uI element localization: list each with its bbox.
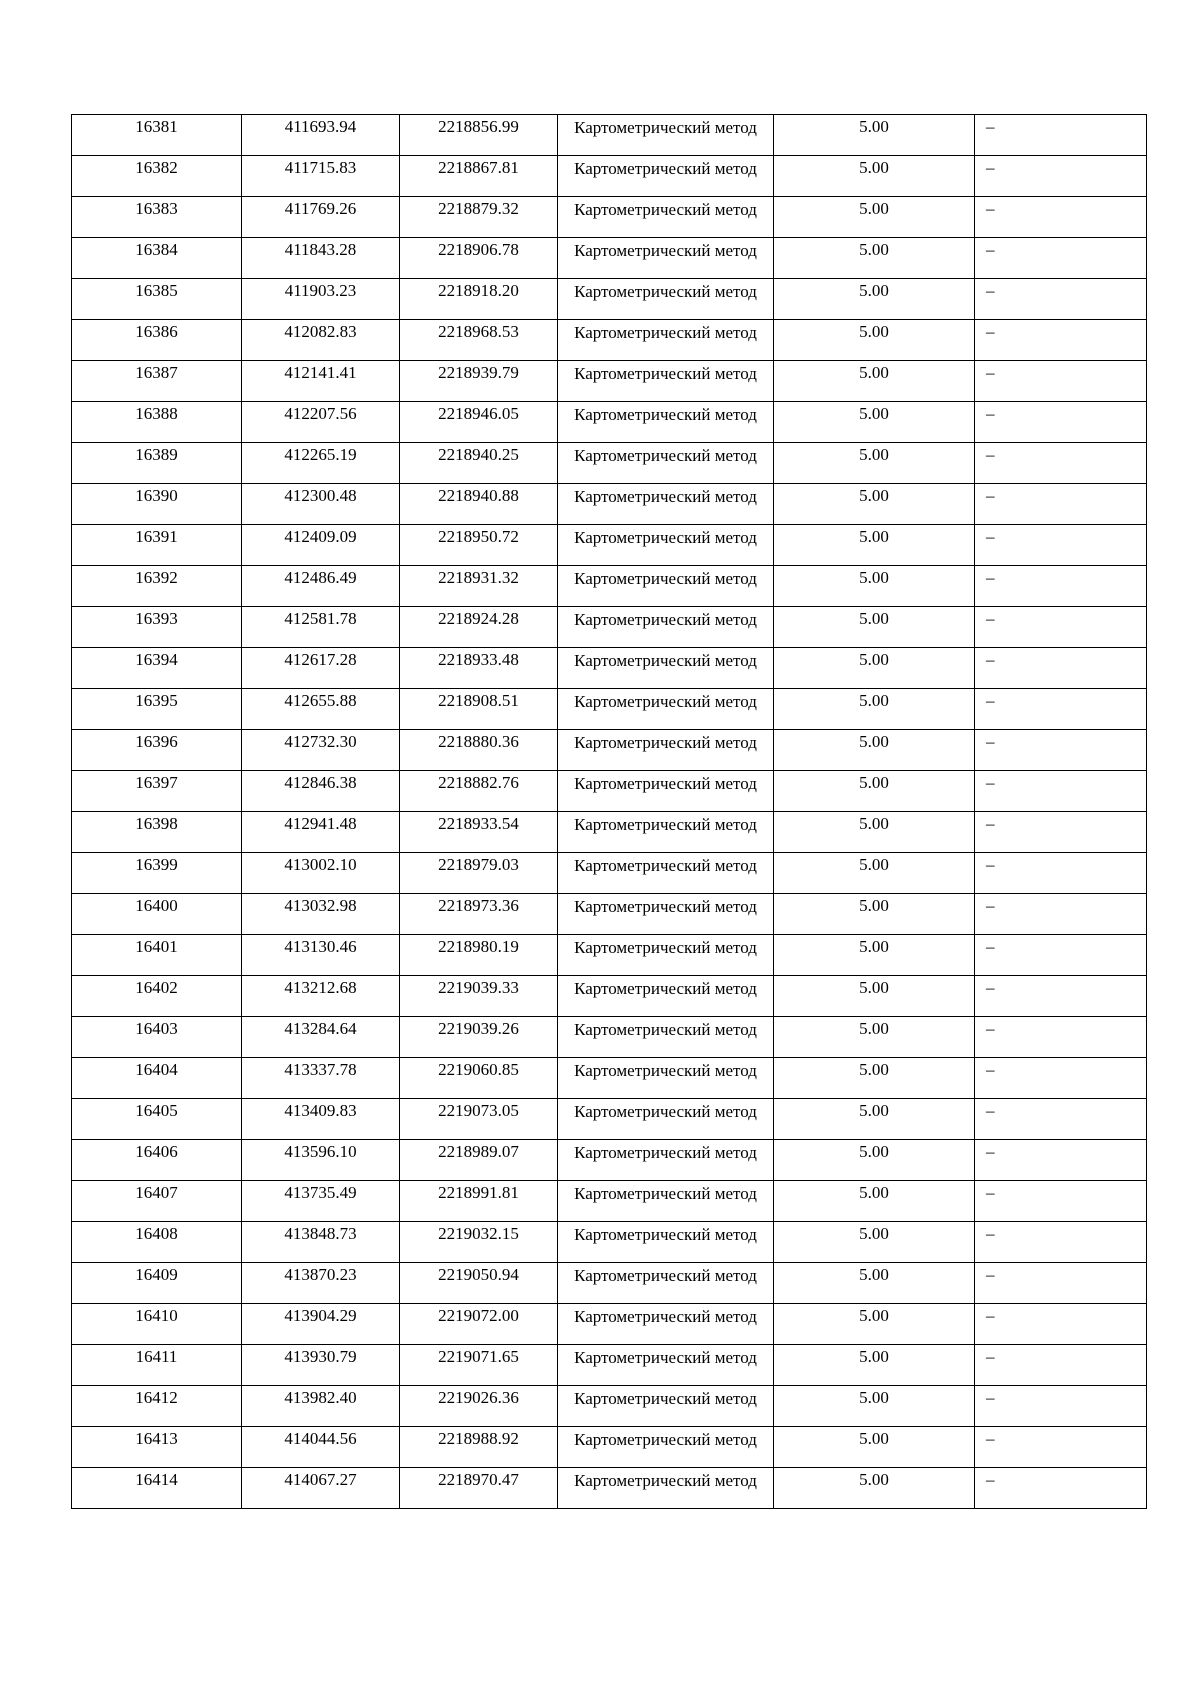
method-cell: Картометрический метод bbox=[558, 1345, 774, 1386]
table-row bbox=[72, 853, 1147, 894]
y-coordinate-cell: 2219072.00 bbox=[400, 1304, 558, 1345]
x-coordinate-cell: 413848.73 bbox=[242, 1222, 400, 1263]
table-row bbox=[72, 648, 1147, 689]
accuracy-cell: 5.00 bbox=[774, 730, 975, 771]
description-cell: – bbox=[975, 976, 1147, 1017]
description-cell: – bbox=[975, 730, 1147, 771]
y-coordinate-cell: 2218989.07 bbox=[400, 1140, 558, 1181]
point-number-cell: 16394 bbox=[72, 648, 242, 689]
point-number-cell: 16402 bbox=[72, 976, 242, 1017]
x-coordinate-cell: 413596.10 bbox=[242, 1140, 400, 1181]
point-number-cell: 16384 bbox=[72, 238, 242, 279]
table-row bbox=[72, 771, 1147, 812]
point-number-cell: 16382 bbox=[72, 156, 242, 197]
x-coordinate-cell: 411769.26 bbox=[242, 197, 400, 238]
point-number-cell: 16407 bbox=[72, 1181, 242, 1222]
table-row bbox=[72, 484, 1147, 525]
x-coordinate-cell: 412732.30 bbox=[242, 730, 400, 771]
method-cell: Картометрический метод bbox=[558, 894, 774, 935]
table-row bbox=[72, 1345, 1147, 1386]
accuracy-cell: 5.00 bbox=[774, 1017, 975, 1058]
y-coordinate-cell: 2219073.05 bbox=[400, 1099, 558, 1140]
table-row bbox=[72, 1386, 1147, 1427]
y-coordinate-cell: 2218946.05 bbox=[400, 402, 558, 443]
method-cell: Картометрический метод bbox=[558, 1427, 774, 1468]
accuracy-cell: 5.00 bbox=[774, 689, 975, 730]
method-cell: Картометрический метод bbox=[558, 607, 774, 648]
point-number-cell: 16412 bbox=[72, 1386, 242, 1427]
point-number-cell: 16409 bbox=[72, 1263, 242, 1304]
y-coordinate-cell: 2218880.36 bbox=[400, 730, 558, 771]
method-cell: Картометрический метод bbox=[558, 402, 774, 443]
x-coordinate-cell: 411693.94 bbox=[242, 115, 400, 156]
x-coordinate-cell: 411903.23 bbox=[242, 279, 400, 320]
point-number-cell: 16413 bbox=[72, 1427, 242, 1468]
table-row bbox=[72, 1222, 1147, 1263]
description-cell: – bbox=[975, 1181, 1147, 1222]
point-number-cell: 16400 bbox=[72, 894, 242, 935]
table-body bbox=[72, 115, 1147, 1509]
table-row bbox=[72, 1181, 1147, 1222]
y-coordinate-cell: 2219032.15 bbox=[400, 1222, 558, 1263]
point-number-cell: 16389 bbox=[72, 443, 242, 484]
accuracy-cell: 5.00 bbox=[774, 238, 975, 279]
accuracy-cell: 5.00 bbox=[774, 853, 975, 894]
description-cell: – bbox=[975, 648, 1147, 689]
x-coordinate-cell: 414067.27 bbox=[242, 1468, 400, 1509]
point-number-cell: 16414 bbox=[72, 1468, 242, 1509]
method-cell: Картометрический метод bbox=[558, 1468, 774, 1509]
point-number-cell: 16403 bbox=[72, 1017, 242, 1058]
method-cell: Картометрический метод bbox=[558, 648, 774, 689]
accuracy-cell: 5.00 bbox=[774, 1468, 975, 1509]
table-row bbox=[72, 361, 1147, 402]
x-coordinate-cell: 412082.83 bbox=[242, 320, 400, 361]
description-cell: – bbox=[975, 1058, 1147, 1099]
y-coordinate-cell: 2218867.81 bbox=[400, 156, 558, 197]
method-cell: Картометрический метод bbox=[558, 484, 774, 525]
description-cell: – bbox=[975, 1468, 1147, 1509]
x-coordinate-cell: 413735.49 bbox=[242, 1181, 400, 1222]
y-coordinate-cell: 2219039.26 bbox=[400, 1017, 558, 1058]
accuracy-cell: 5.00 bbox=[774, 402, 975, 443]
table-row bbox=[72, 976, 1147, 1017]
point-number-cell: 16410 bbox=[72, 1304, 242, 1345]
description-cell: – bbox=[975, 484, 1147, 525]
description-cell: – bbox=[975, 812, 1147, 853]
point-number-cell: 16385 bbox=[72, 279, 242, 320]
table-row bbox=[72, 730, 1147, 771]
y-coordinate-cell: 2218970.47 bbox=[400, 1468, 558, 1509]
point-number-cell: 16404 bbox=[72, 1058, 242, 1099]
accuracy-cell: 5.00 bbox=[774, 935, 975, 976]
table-row bbox=[72, 1058, 1147, 1099]
method-cell: Картометрический метод bbox=[558, 1386, 774, 1427]
description-cell: – bbox=[975, 1017, 1147, 1058]
accuracy-cell: 5.00 bbox=[774, 1181, 975, 1222]
x-coordinate-cell: 412207.56 bbox=[242, 402, 400, 443]
x-coordinate-cell: 413130.46 bbox=[242, 935, 400, 976]
x-coordinate-cell: 411715.83 bbox=[242, 156, 400, 197]
accuracy-cell: 5.00 bbox=[774, 1140, 975, 1181]
table-row bbox=[72, 1140, 1147, 1181]
y-coordinate-cell: 2218940.25 bbox=[400, 443, 558, 484]
coordinates-table bbox=[71, 114, 1147, 1509]
table-row bbox=[72, 812, 1147, 853]
method-cell: Картометрический метод bbox=[558, 1263, 774, 1304]
description-cell: – bbox=[975, 1386, 1147, 1427]
accuracy-cell: 5.00 bbox=[774, 1058, 975, 1099]
table-row bbox=[72, 607, 1147, 648]
table-row bbox=[72, 238, 1147, 279]
table-row bbox=[72, 279, 1147, 320]
method-cell: Картометрический метод bbox=[558, 1140, 774, 1181]
description-cell: – bbox=[975, 279, 1147, 320]
y-coordinate-cell: 2219071.65 bbox=[400, 1345, 558, 1386]
method-cell: Картометрический метод bbox=[558, 1058, 774, 1099]
description-cell: – bbox=[975, 156, 1147, 197]
accuracy-cell: 5.00 bbox=[774, 320, 975, 361]
y-coordinate-cell: 2218918.20 bbox=[400, 279, 558, 320]
description-cell: – bbox=[975, 1304, 1147, 1345]
y-coordinate-cell: 2218931.32 bbox=[400, 566, 558, 607]
accuracy-cell: 5.00 bbox=[774, 156, 975, 197]
method-cell: Картометрический метод bbox=[558, 1017, 774, 1058]
y-coordinate-cell: 2218973.36 bbox=[400, 894, 558, 935]
point-number-cell: 16383 bbox=[72, 197, 242, 238]
x-coordinate-cell: 411843.28 bbox=[242, 238, 400, 279]
table-row bbox=[72, 443, 1147, 484]
y-coordinate-cell: 2218968.53 bbox=[400, 320, 558, 361]
x-coordinate-cell: 413032.98 bbox=[242, 894, 400, 935]
y-coordinate-cell: 2218933.48 bbox=[400, 648, 558, 689]
table-row bbox=[72, 525, 1147, 566]
point-number-cell: 16397 bbox=[72, 771, 242, 812]
table-row bbox=[72, 935, 1147, 976]
point-number-cell: 16408 bbox=[72, 1222, 242, 1263]
method-cell: Картометрический метод bbox=[558, 853, 774, 894]
description-cell: – bbox=[975, 115, 1147, 156]
accuracy-cell: 5.00 bbox=[774, 1386, 975, 1427]
y-coordinate-cell: 2218879.32 bbox=[400, 197, 558, 238]
method-cell: Картометрический метод bbox=[558, 566, 774, 607]
point-number-cell: 16386 bbox=[72, 320, 242, 361]
method-cell: Картометрический метод bbox=[558, 443, 774, 484]
accuracy-cell: 5.00 bbox=[774, 1222, 975, 1263]
point-number-cell: 16388 bbox=[72, 402, 242, 443]
table-row bbox=[72, 402, 1147, 443]
point-number-cell: 16411 bbox=[72, 1345, 242, 1386]
accuracy-cell: 5.00 bbox=[774, 1304, 975, 1345]
accuracy-cell: 5.00 bbox=[774, 484, 975, 525]
method-cell: Картометрический метод bbox=[558, 238, 774, 279]
accuracy-cell: 5.00 bbox=[774, 1099, 975, 1140]
y-coordinate-cell: 2218980.19 bbox=[400, 935, 558, 976]
accuracy-cell: 5.00 bbox=[774, 525, 975, 566]
accuracy-cell: 5.00 bbox=[774, 976, 975, 1017]
table-row bbox=[72, 1468, 1147, 1509]
description-cell: – bbox=[975, 1427, 1147, 1468]
table-row bbox=[72, 1017, 1147, 1058]
description-cell: – bbox=[975, 1140, 1147, 1181]
y-coordinate-cell: 2218940.88 bbox=[400, 484, 558, 525]
y-coordinate-cell: 2218939.79 bbox=[400, 361, 558, 402]
point-number-cell: 16401 bbox=[72, 935, 242, 976]
accuracy-cell: 5.00 bbox=[774, 607, 975, 648]
description-cell: – bbox=[975, 1345, 1147, 1386]
description-cell: – bbox=[975, 1222, 1147, 1263]
x-coordinate-cell: 413409.83 bbox=[242, 1099, 400, 1140]
method-cell: Картометрический метод bbox=[558, 156, 774, 197]
accuracy-cell: 5.00 bbox=[774, 197, 975, 238]
x-coordinate-cell: 412265.19 bbox=[242, 443, 400, 484]
method-cell: Картометрический метод bbox=[558, 1181, 774, 1222]
x-coordinate-cell: 413337.78 bbox=[242, 1058, 400, 1099]
table-row bbox=[72, 320, 1147, 361]
point-number-cell: 16398 bbox=[72, 812, 242, 853]
x-coordinate-cell: 413930.79 bbox=[242, 1345, 400, 1386]
y-coordinate-cell: 2218991.81 bbox=[400, 1181, 558, 1222]
description-cell: – bbox=[975, 894, 1147, 935]
description-cell: – bbox=[975, 935, 1147, 976]
description-cell: – bbox=[975, 689, 1147, 730]
method-cell: Картометрический метод bbox=[558, 935, 774, 976]
point-number-cell: 16405 bbox=[72, 1099, 242, 1140]
method-cell: Картометрический метод bbox=[558, 1304, 774, 1345]
x-coordinate-cell: 412846.38 bbox=[242, 771, 400, 812]
table-row bbox=[72, 1099, 1147, 1140]
accuracy-cell: 5.00 bbox=[774, 443, 975, 484]
x-coordinate-cell: 412617.28 bbox=[242, 648, 400, 689]
y-coordinate-cell: 2218933.54 bbox=[400, 812, 558, 853]
point-number-cell: 16399 bbox=[72, 853, 242, 894]
description-cell: – bbox=[975, 607, 1147, 648]
y-coordinate-cell: 2219050.94 bbox=[400, 1263, 558, 1304]
accuracy-cell: 5.00 bbox=[774, 894, 975, 935]
accuracy-cell: 5.00 bbox=[774, 648, 975, 689]
x-coordinate-cell: 412486.49 bbox=[242, 566, 400, 607]
description-cell: – bbox=[975, 566, 1147, 607]
point-number-cell: 16387 bbox=[72, 361, 242, 402]
method-cell: Картометрический метод bbox=[558, 361, 774, 402]
table-row bbox=[72, 156, 1147, 197]
description-cell: – bbox=[975, 525, 1147, 566]
x-coordinate-cell: 412141.41 bbox=[242, 361, 400, 402]
method-cell: Картометрический метод bbox=[558, 689, 774, 730]
x-coordinate-cell: 413904.29 bbox=[242, 1304, 400, 1345]
point-number-cell: 16390 bbox=[72, 484, 242, 525]
x-coordinate-cell: 412941.48 bbox=[242, 812, 400, 853]
accuracy-cell: 5.00 bbox=[774, 279, 975, 320]
y-coordinate-cell: 2218950.72 bbox=[400, 525, 558, 566]
table-row bbox=[72, 894, 1147, 935]
x-coordinate-cell: 412409.09 bbox=[242, 525, 400, 566]
method-cell: Картометрический метод bbox=[558, 730, 774, 771]
accuracy-cell: 5.00 bbox=[774, 361, 975, 402]
accuracy-cell: 5.00 bbox=[774, 1263, 975, 1304]
y-coordinate-cell: 2218908.51 bbox=[400, 689, 558, 730]
method-cell: Картометрический метод bbox=[558, 771, 774, 812]
description-cell: – bbox=[975, 238, 1147, 279]
description-cell: – bbox=[975, 1263, 1147, 1304]
table-row bbox=[72, 197, 1147, 238]
point-number-cell: 16395 bbox=[72, 689, 242, 730]
description-cell: – bbox=[975, 853, 1147, 894]
x-coordinate-cell: 412655.88 bbox=[242, 689, 400, 730]
accuracy-cell: 5.00 bbox=[774, 1427, 975, 1468]
x-coordinate-cell: 413870.23 bbox=[242, 1263, 400, 1304]
point-number-cell: 16396 bbox=[72, 730, 242, 771]
table-row bbox=[72, 1263, 1147, 1304]
description-cell: – bbox=[975, 771, 1147, 812]
point-number-cell: 16406 bbox=[72, 1140, 242, 1181]
y-coordinate-cell: 2218906.78 bbox=[400, 238, 558, 279]
table-row bbox=[72, 689, 1147, 730]
accuracy-cell: 5.00 bbox=[774, 566, 975, 607]
method-cell: Картометрический метод bbox=[558, 279, 774, 320]
method-cell: Картометрический метод bbox=[558, 525, 774, 566]
y-coordinate-cell: 2218979.03 bbox=[400, 853, 558, 894]
x-coordinate-cell: 413212.68 bbox=[242, 976, 400, 1017]
y-coordinate-cell: 2218856.99 bbox=[400, 115, 558, 156]
accuracy-cell: 5.00 bbox=[774, 812, 975, 853]
x-coordinate-cell: 413982.40 bbox=[242, 1386, 400, 1427]
table-row bbox=[72, 1304, 1147, 1345]
method-cell: Картометрический метод bbox=[558, 1099, 774, 1140]
y-coordinate-cell: 2218988.92 bbox=[400, 1427, 558, 1468]
x-coordinate-cell: 412581.78 bbox=[242, 607, 400, 648]
point-number-cell: 16391 bbox=[72, 525, 242, 566]
point-number-cell: 16392 bbox=[72, 566, 242, 607]
method-cell: Картометрический метод bbox=[558, 115, 774, 156]
x-coordinate-cell: 413002.10 bbox=[242, 853, 400, 894]
x-coordinate-cell: 414044.56 bbox=[242, 1427, 400, 1468]
y-coordinate-cell: 2219060.85 bbox=[400, 1058, 558, 1099]
accuracy-cell: 5.00 bbox=[774, 115, 975, 156]
description-cell: – bbox=[975, 443, 1147, 484]
description-cell: – bbox=[975, 402, 1147, 443]
method-cell: Картометрический метод bbox=[558, 320, 774, 361]
y-coordinate-cell: 2219039.33 bbox=[400, 976, 558, 1017]
accuracy-cell: 5.00 bbox=[774, 1345, 975, 1386]
y-coordinate-cell: 2219026.36 bbox=[400, 1386, 558, 1427]
point-number-cell: 16393 bbox=[72, 607, 242, 648]
method-cell: Картометрический метод bbox=[558, 197, 774, 238]
method-cell: Картометрический метод bbox=[558, 976, 774, 1017]
description-cell: – bbox=[975, 1099, 1147, 1140]
y-coordinate-cell: 2218924.28 bbox=[400, 607, 558, 648]
table-row bbox=[72, 566, 1147, 607]
accuracy-cell: 5.00 bbox=[774, 771, 975, 812]
y-coordinate-cell: 2218882.76 bbox=[400, 771, 558, 812]
method-cell: Картометрический метод bbox=[558, 1222, 774, 1263]
point-number-cell: 16381 bbox=[72, 115, 242, 156]
description-cell: – bbox=[975, 320, 1147, 361]
table-row bbox=[72, 1427, 1147, 1468]
method-cell: Картометрический метод bbox=[558, 812, 774, 853]
x-coordinate-cell: 413284.64 bbox=[242, 1017, 400, 1058]
table-row bbox=[72, 115, 1147, 156]
description-cell: – bbox=[975, 197, 1147, 238]
description-cell: – bbox=[975, 361, 1147, 402]
x-coordinate-cell: 412300.48 bbox=[242, 484, 400, 525]
